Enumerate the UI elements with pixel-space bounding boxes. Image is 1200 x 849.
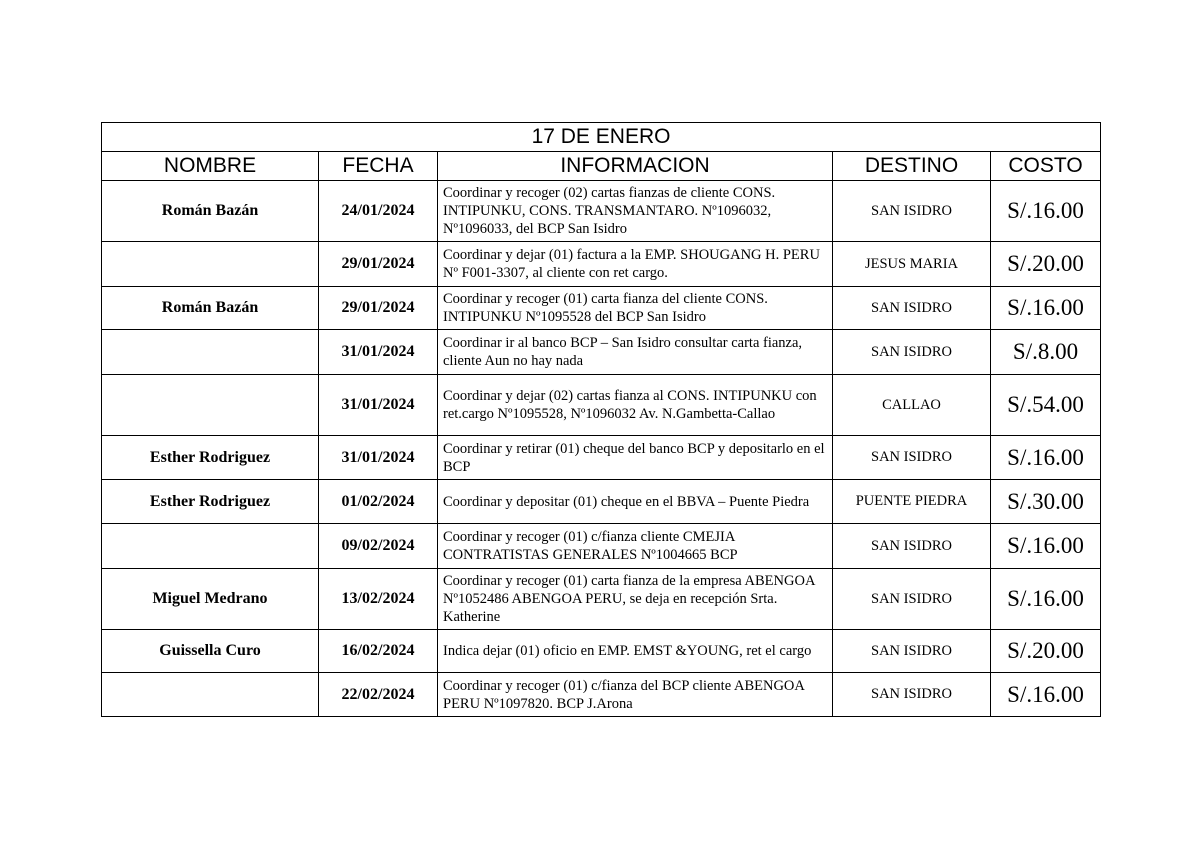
cell-costo: S/.16.00	[991, 524, 1101, 569]
cell-fecha: 31/01/2024	[319, 330, 438, 375]
cell-costo: S/.30.00	[991, 480, 1101, 524]
cell-fecha: 31/01/2024	[319, 436, 438, 480]
cell-costo: S/.8.00	[991, 330, 1101, 375]
cell-nombre: Guissella Curo	[102, 630, 319, 673]
cell-fecha: 09/02/2024	[319, 524, 438, 569]
header-nombre: NOMBRE	[102, 152, 319, 181]
cell-fecha: 31/01/2024	[319, 375, 438, 436]
table-row	[102, 673, 1101, 717]
cell-destino: PUENTE PIEDRA	[833, 480, 991, 524]
cell-destino: SAN ISIDRO	[833, 569, 991, 630]
cell-fecha: 13/02/2024	[319, 569, 438, 630]
cell-fecha: 22/02/2024	[319, 673, 438, 717]
cell-destino: CALLAO	[833, 375, 991, 436]
cell-informacion: Indica dejar (01) oficio en EMP. EMST &YOUNG, ret el cargo	[438, 630, 833, 673]
table-row	[102, 480, 1101, 524]
cell-nombre	[102, 375, 319, 436]
cell-informacion: Coordinar y recoger (01) carta fianza de la empresa ABENGOA Nº1052486 ABENGOA PERU, se deja en recepción Srta. Katherine	[438, 569, 833, 630]
cell-costo: S/.16.00	[991, 569, 1101, 630]
cell-informacion: Coordinar ir al banco BCP – San Isidro consultar carta fianza, cliente Aun no hay nada	[438, 330, 833, 375]
cell-costo: S/.16.00	[991, 673, 1101, 717]
header-destino: DESTINO	[833, 152, 991, 181]
cell-nombre: Román Bazán	[102, 287, 319, 330]
cell-destino: SAN ISIDRO	[833, 673, 991, 717]
cell-fecha: 01/02/2024	[319, 480, 438, 524]
cell-nombre	[102, 242, 319, 287]
cell-costo: S/.20.00	[991, 630, 1101, 673]
cell-informacion: Coordinar y dejar (02) cartas fianza al CONS. INTIPUNKU con ret.cargo Nº1095528, Nº1096032 Av. N.Gambetta-Callao	[438, 375, 833, 436]
header-informacion: INFORMACION	[438, 152, 833, 181]
cell-nombre: Román Bazán	[102, 181, 319, 242]
cell-fecha: 16/02/2024	[319, 630, 438, 673]
cell-nombre: Esther Rodriguez	[102, 480, 319, 524]
cell-destino: SAN ISIDRO	[833, 630, 991, 673]
cell-nombre	[102, 330, 319, 375]
cell-destino: JESUS MARIA	[833, 242, 991, 287]
delivery-log-table	[101, 122, 1101, 717]
cell-informacion: Coordinar y retirar (01) cheque del banco BCP y depositarlo en el BCP	[438, 436, 833, 480]
cell-informacion: Coordinar y depositar (01) cheque en el BBVA – Puente Piedra	[438, 480, 833, 524]
table-row	[102, 375, 1101, 436]
table-row	[102, 569, 1101, 630]
table-row	[102, 524, 1101, 569]
cell-fecha: 29/01/2024	[319, 287, 438, 330]
table-row	[102, 436, 1101, 480]
table-row	[102, 181, 1101, 242]
cell-informacion: Coordinar y recoger (02) cartas fianzas de cliente CONS. INTIPUNKU, CONS. TRANSMANTARO. Nº1096032, Nº1096033, del BCP San Isidro	[438, 181, 833, 242]
cell-nombre: Miguel Medrano	[102, 569, 319, 630]
table-row	[102, 630, 1101, 673]
cell-destino: SAN ISIDRO	[833, 181, 991, 242]
cell-nombre	[102, 524, 319, 569]
cell-nombre	[102, 673, 319, 717]
cell-nombre: Esther Rodriguez	[102, 436, 319, 480]
cell-fecha: 29/01/2024	[319, 242, 438, 287]
cell-informacion: Coordinar y recoger (01) carta fianza del cliente CONS. INTIPUNKU Nº1095528 del BCP San Isidro	[438, 287, 833, 330]
header-fecha: FECHA	[319, 152, 438, 181]
table-row	[102, 242, 1101, 287]
cell-costo: S/.54.00	[991, 375, 1101, 436]
cell-informacion: Coordinar y recoger (01) c/fianza del BCP cliente ABENGOA PERU Nº1097820. BCP J.Arona	[438, 673, 833, 717]
cell-destino: SAN ISIDRO	[833, 436, 991, 480]
cell-destino: SAN ISIDRO	[833, 330, 991, 375]
header-row	[102, 152, 1101, 181]
title-row	[102, 123, 1101, 152]
cell-informacion: Coordinar y recoger (01) c/fianza cliente CMEJIA CONTRATISTAS GENERALES Nº1004665 BCP	[438, 524, 833, 569]
cell-fecha: 24/01/2024	[319, 181, 438, 242]
cell-destino: SAN ISIDRO	[833, 287, 991, 330]
cell-costo: S/.16.00	[991, 287, 1101, 330]
cell-costo: S/.16.00	[991, 436, 1101, 480]
header-costo: COSTO	[991, 152, 1101, 181]
cell-costo: S/.20.00	[991, 242, 1101, 287]
table-row	[102, 287, 1101, 330]
table-row	[102, 330, 1101, 375]
cell-costo: S/.16.00	[991, 181, 1101, 242]
cell-destino: SAN ISIDRO	[833, 524, 991, 569]
table-title: 17 DE ENERO	[102, 123, 1101, 152]
cell-informacion: Coordinar y dejar (01) factura a la EMP. SHOUGANG H. PERU Nº F001-3307, al cliente con ret cargo.	[438, 242, 833, 287]
